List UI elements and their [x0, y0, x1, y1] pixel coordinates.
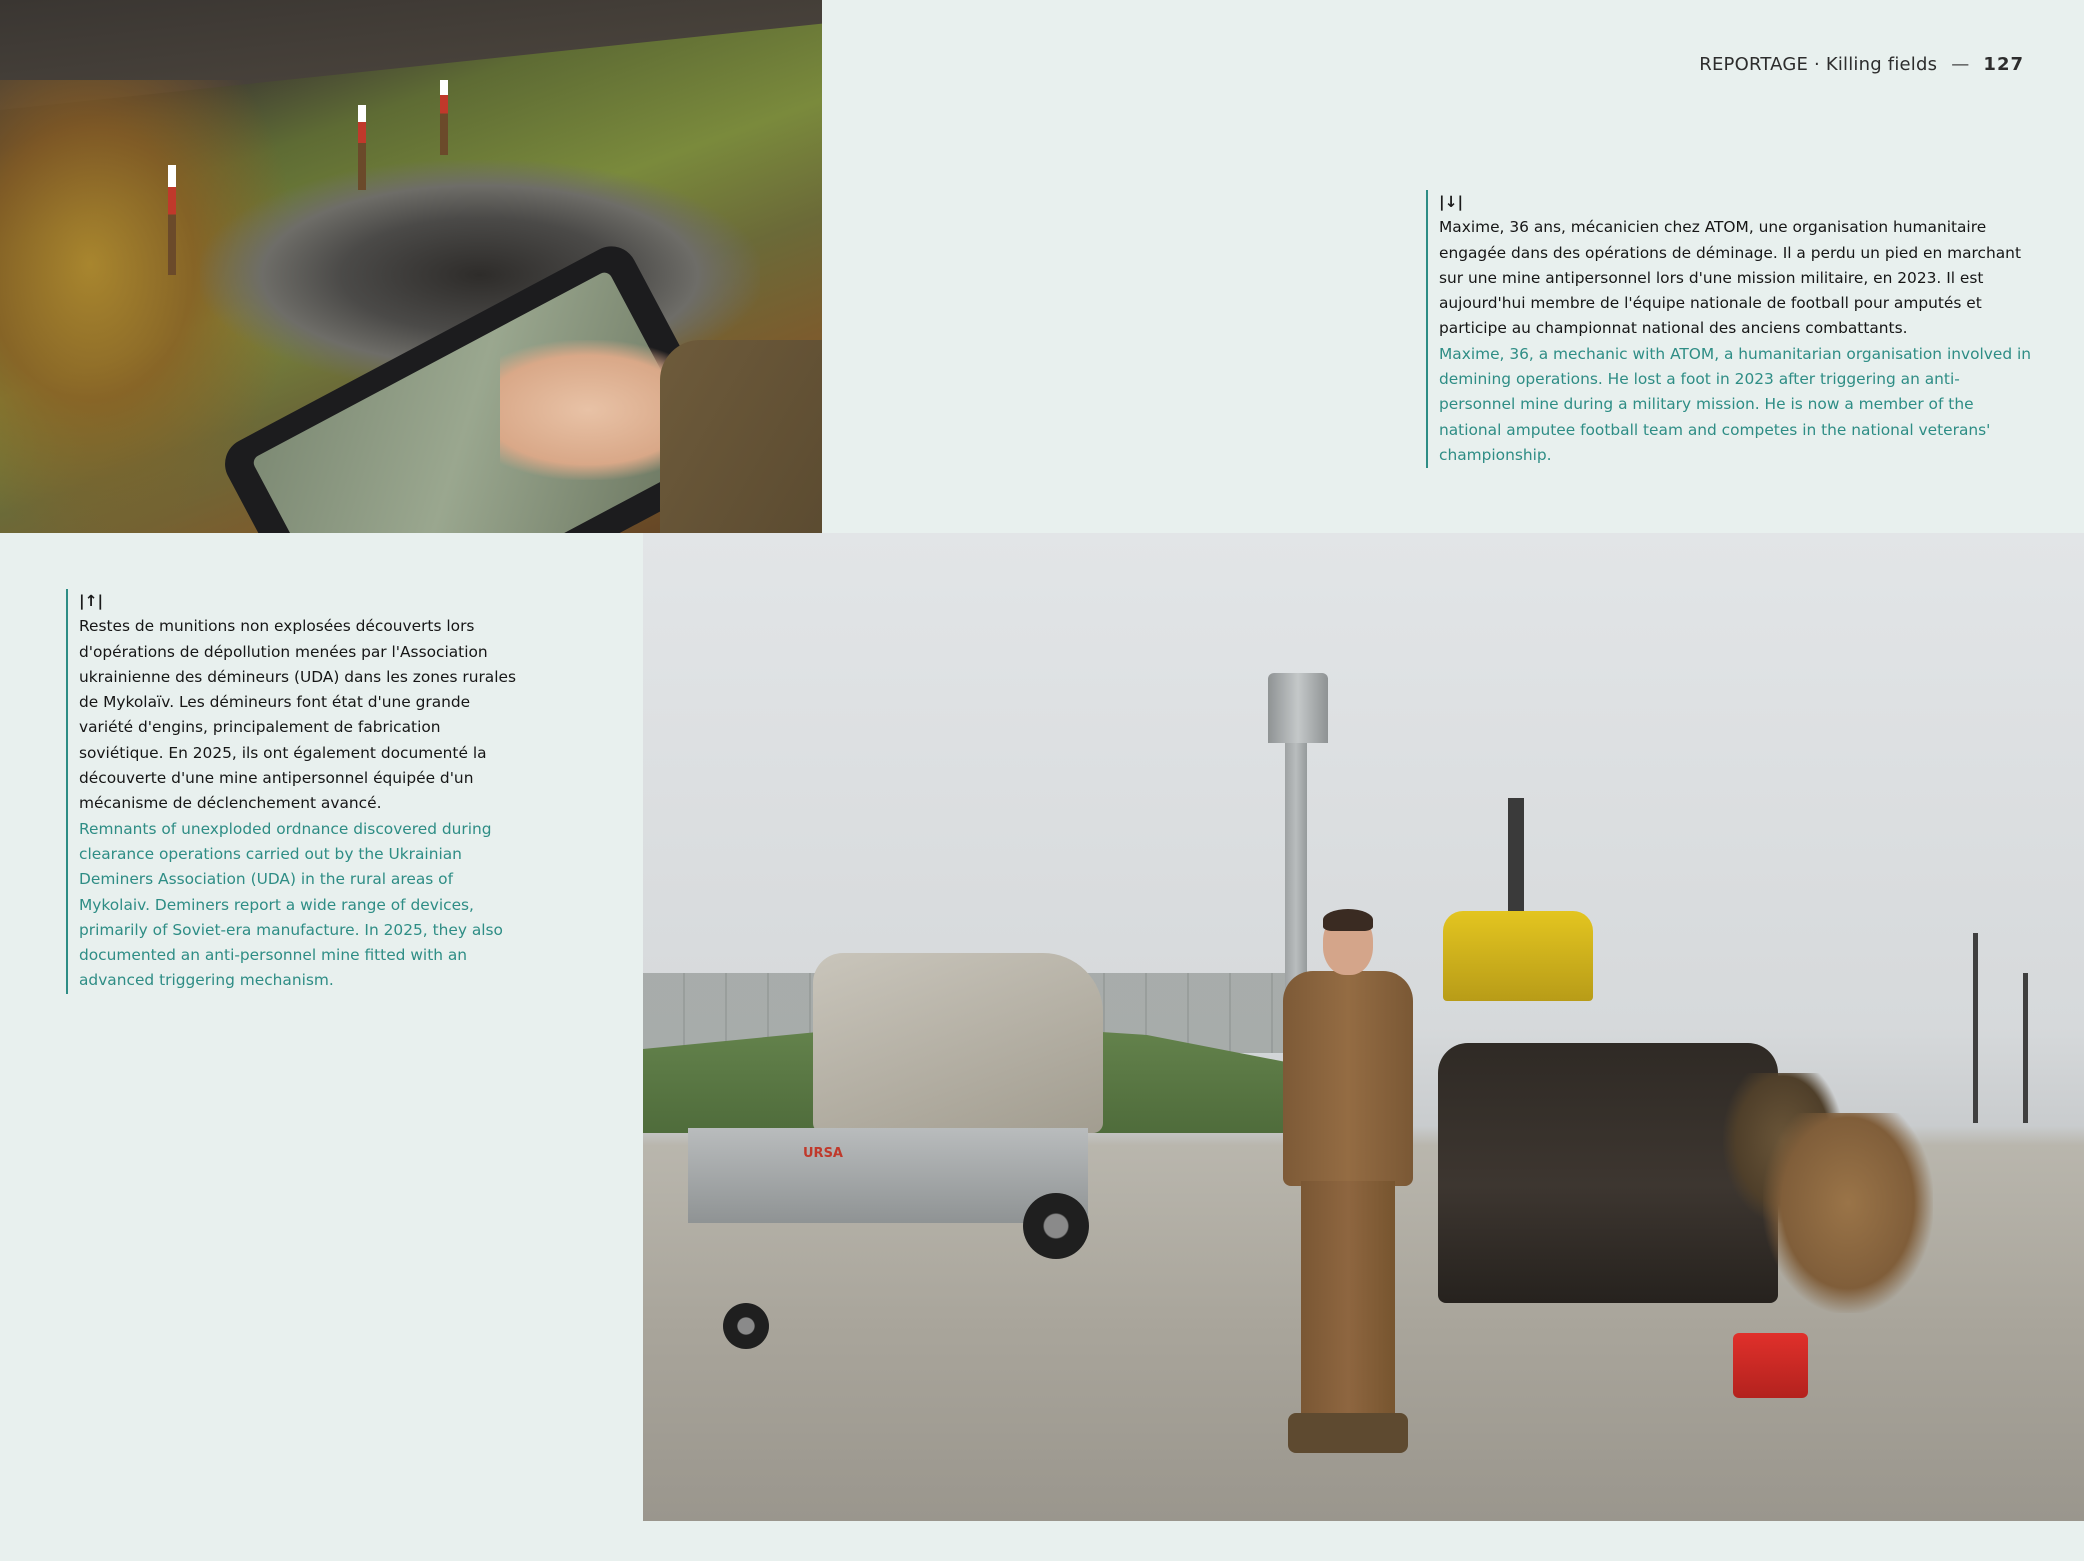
trailer-brand: URSA: [803, 1146, 843, 1161]
torso: [1283, 971, 1413, 1186]
marker-stake: [168, 165, 176, 275]
marker-stake: [440, 80, 448, 155]
page-number: 127: [1983, 54, 2024, 75]
section-title: REPORTAGE · Killing fields: [1699, 54, 1938, 75]
caption-english: Remnants of unexploded ordnance discovered during clearance operations carried out by the Ukrainian Deminers Association (UDA) in the rural areas of Mykolaiv. Deminers report a wide range of devices, primarily of Soviet-era manufacture. In 2025, they also documented an anti-personnel mine fitted with an advanced triggering mechanism.: [79, 819, 503, 990]
caption-portrait: [1426, 190, 2035, 468]
utility-pole: [2023, 973, 2028, 1123]
boots: [1288, 1413, 1408, 1453]
red-jerrycan: [1733, 1333, 1808, 1398]
trailer-wheel: [1023, 1193, 1089, 1259]
photo-deminer-portrait: [643, 533, 2084, 1521]
utility-pole: [1973, 933, 1978, 1123]
tarp-cover: [813, 953, 1103, 1133]
caption-english: Maxime, 36, a mechanic with ATOM, a humanitarian organisation involved in demining operations. He lost a foot in 2023 after triggering an anti-personnel mine during a military mission. He is now a member of the national amputee football team and competes in the national veterans' championship.: [1439, 344, 2032, 464]
exhaust-chimney: [1508, 798, 1524, 928]
marker-stake: [358, 105, 366, 190]
caption-arrow-up: |↑|: [79, 592, 104, 610]
jockey-wheel: [723, 1303, 769, 1349]
photo-uxo-remnants: [0, 0, 822, 533]
caption-uxo: [66, 589, 525, 994]
yellow-machine-cab: [1443, 911, 1593, 1001]
standing-deminer: [1283, 913, 1413, 1473]
crouching-worker: [1763, 1113, 1933, 1313]
uniform-sleeve: [660, 340, 822, 533]
caption-french: Restes de munitions non explosées découverts lors d'opérations de dépollution menées par l'Association ukrainienne des démineurs (UDA) dans les zones rurales de Mykolaïv. Les démineurs font état d'une grande variété d'engins, principalement de fabrication soviétique. En 2025, ils ont également documenté la découverte d'une mine antipersonnel équipée d'un mécanisme de déclenchement avancé.: [79, 617, 516, 813]
caption-arrow-down: |↓|: [1439, 193, 1464, 211]
water-tower-tank: [1268, 673, 1328, 743]
hair: [1323, 909, 1373, 931]
legs: [1301, 1181, 1395, 1421]
separator: —: [1951, 54, 1970, 75]
running-head: [1699, 54, 2024, 75]
caption-french: Maxime, 36 ans, mécanicien chez ATOM, une organisation humanitaire engagée dans des opérations de déminage. Il a perdu un pied en marchant sur une mine antipersonnel lors d'une mission militaire, en 2023. Il est aujourd'hui membre de l'équipe nationale de football pour amputés et participe au championnat national des anciens combattants.: [1439, 218, 2021, 338]
